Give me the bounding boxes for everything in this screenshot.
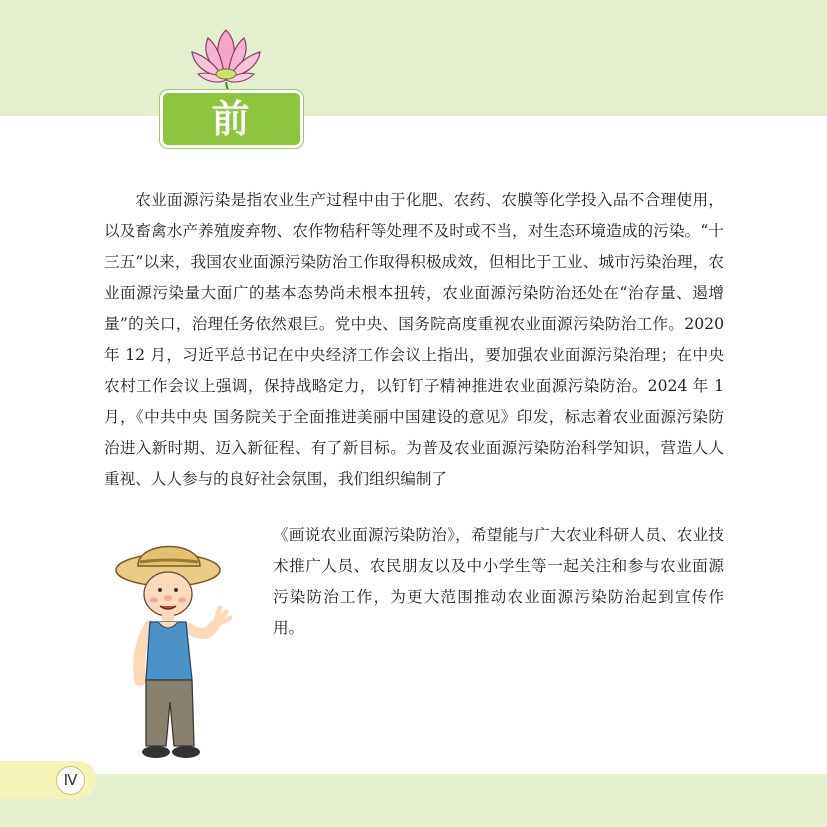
main-paragraph [104,185,724,495]
tail-paragraph: 《画说农业面源污染防治》，希望能与广大农业科研人员、农业技术推广人员、农民朋友以及中小学生等一起关注和参与农业面源污染防治工作，为更大范围推动农业面源污染防治起到宣传作用。 [273,526,724,637]
paragraph-main-text: 农业面源污染是指农业生产过程中由于化肥、农药、农膜等化学投入品不合理使用，以及畜禽水产养殖废弃物、农作物秸秆等处理不及时或不当，对生态环境造成的污染。“十三五”以来，我国农业面源污染防治工作取得积极成效，但相比于工业、城市污染治理，农业面源污染量大面广的基本态势尚未根本扭转，农业面源污染防治还处在“治存量、遏增量”的关口，治理任务依然艰巨。党中央、国务院高度重视农业面源污染防治工作。2020 年 12 月，习近平总书记在中央经济工作会议上指出，要加强农业面源污染治理；在中央农村工作会议上强调，保持战略定力，以钉钉子精神推进农业面源污染防治。2024 年 1 月，《中共中央 国务院关于全面推进美丽中国建设的意见》印发，标志着农业面源污染防治进入新时期、迈入新征程、有了新目标。为普及农业面源污染防治科学知识，营造人人重视、人人参与的良好社会氛围，我们组织编制了 [104,191,724,488]
page-title: 前 言 [211,96,266,199]
top-band [0,0,827,116]
farmer-illustration [110,530,250,766]
page-number: Ⅳ [56,766,85,795]
bottom-band [0,774,827,827]
